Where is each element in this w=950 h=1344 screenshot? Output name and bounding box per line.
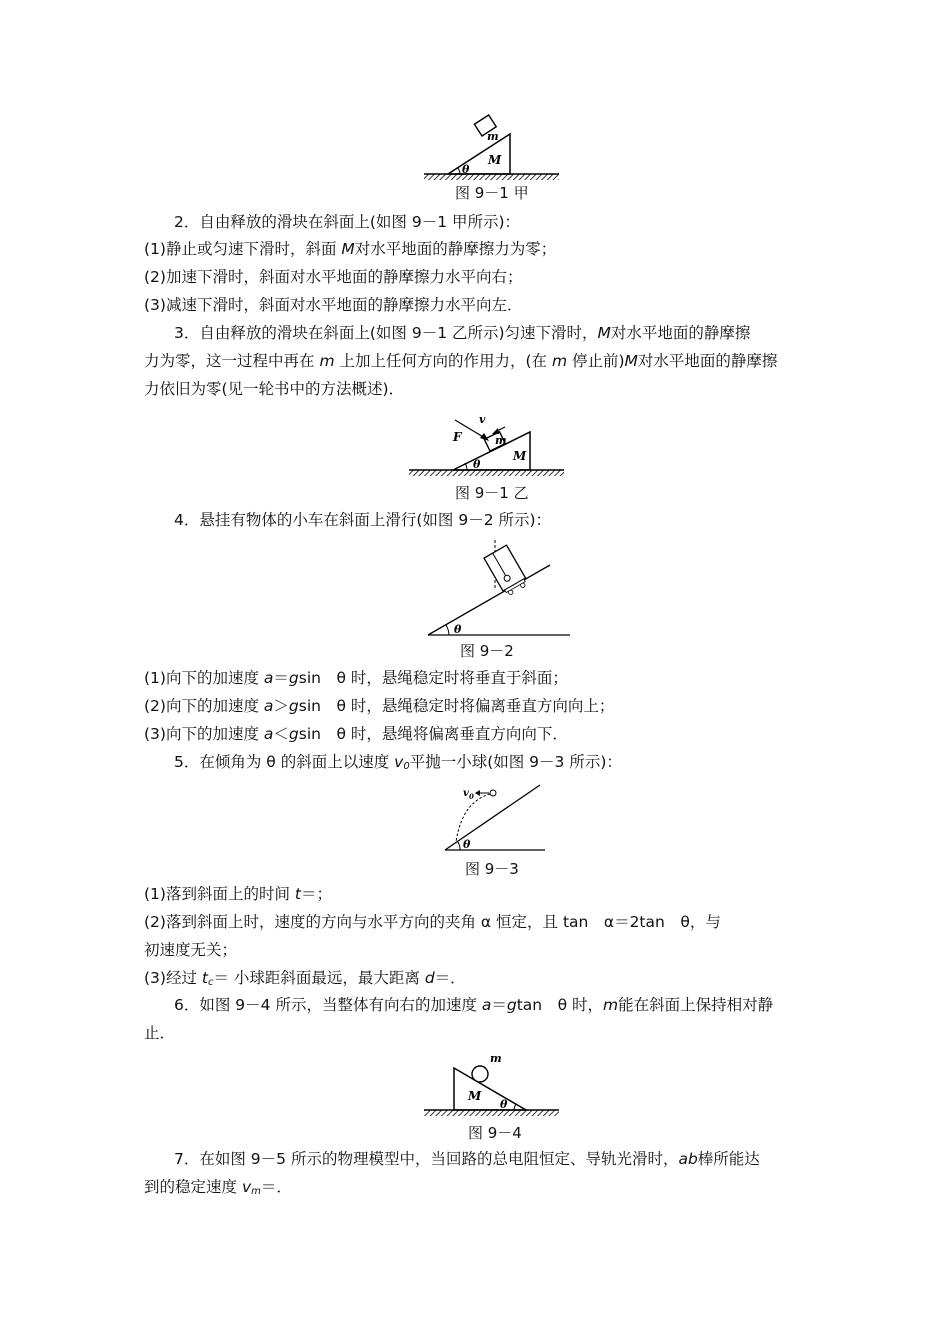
label-m: m <box>487 130 499 143</box>
paragraph-4-case-3: (3)向下的加速度 a＜gsin θ 时，悬绳将偏离垂直方向向下． <box>144 725 568 743</box>
paragraph-2-heading: 2．自由释放的滑块在斜面上(如图 9－1 甲所示)： <box>174 213 521 231</box>
paragraph-5-case-3: (3)经过 $t_c=$ 小球距斜面最远，最大距离 d＝． <box>144 969 466 988</box>
label-m: m <box>495 434 507 447</box>
label-v0-subscript: 0 <box>469 792 474 801</box>
paragraph-6-line-1: 6．如图 9－4 所示，当整体有向右的加速度 a＝gtan θ 时，m能在斜面上保持相对静 <box>174 996 774 1014</box>
paragraph-5-case-2-cont: 初速度无关； <box>144 941 238 959</box>
paragraph-3-line-2: 力为零，这一过程中再在 m 上加上任何方向的作用力，(在 m 停止前)M对水平地面的静摩擦 <box>144 352 778 370</box>
figure-9-3-drawing <box>440 780 550 855</box>
paragraph-4-heading: 4．悬挂有物体的小车在斜面上滑行(如图 9－2 所示)： <box>174 511 552 529</box>
label-theta: θ <box>454 623 462 636</box>
paragraph-3-line-3: 力依旧为零(见一轮书中的方法概述)． <box>144 380 405 398</box>
paragraph-4-case-2: (2)向下的加速度 a＞gsin θ 时，悬绳稳定时将偏离垂直方向向上； <box>144 697 615 715</box>
figure-9-2-drawing <box>425 535 575 640</box>
figure-caption: 图 9－3 <box>465 860 519 878</box>
figure-caption: 图 9－1 乙 <box>455 484 529 502</box>
label-M: M <box>468 1089 482 1103</box>
figure-9-1a-drawing <box>420 120 565 185</box>
label-m: m <box>490 1052 502 1065</box>
paragraph-2-line-1: (1)静止或匀速下滑时，斜面 M对水平地面的静摩擦力为零； <box>144 240 557 258</box>
label-theta: θ <box>500 1098 508 1111</box>
figure-9-4 <box>420 1052 565 1144</box>
paragraph-5-case-1: (1)落到斜面上的时间 t＝； <box>144 885 332 903</box>
paragraph-7-line-1: 7．在如图 9－5 所示的物理模型中，当回路的总电阻恒定、导轨光滑时，ab棒所能达 <box>174 1150 760 1168</box>
paragraph-7-line-2: 到的稳定速度 $v_m=$． <box>144 1178 292 1197</box>
figure-caption: 图 9－4 <box>468 1124 522 1142</box>
label-v: v <box>479 413 486 426</box>
figure-9-1b <box>405 410 570 502</box>
paragraph-5-case-2: (2)落到斜面上时，速度的方向与水平方向的夹角 α 恒定，且 tan α＝2tan θ，与 <box>144 913 721 931</box>
paragraph-3-line-1: 3．自由释放的滑块在斜面上(如图 9－1 乙所示)匀速下滑时，M对水平地面的静摩擦 <box>174 324 751 342</box>
label-M: M <box>513 449 527 463</box>
label-F: F <box>453 430 462 444</box>
label-theta: θ <box>473 458 481 471</box>
figure-caption: 图 9－2 <box>460 642 514 660</box>
paragraph-2-line-2: (2)加速下滑时，斜面对水平地面的静摩擦力水平向右； <box>144 268 523 286</box>
label-theta: θ <box>463 838 471 851</box>
figure-9-4-drawing <box>420 1052 565 1122</box>
figure-9-3 <box>440 780 550 880</box>
label-M: M <box>488 153 502 167</box>
paragraph-4-case-1: (1)向下的加速度 a＝gsin θ 时，悬绳稳定时将垂直于斜面； <box>144 669 568 687</box>
figure-9-2 <box>425 535 575 660</box>
paragraph-2-line-3: (3)减速下滑时，斜面对水平地面的静摩擦力水平向左． <box>144 296 523 314</box>
label-v0: v <box>463 788 469 799</box>
figure-9-1a <box>420 120 565 200</box>
label-theta: θ <box>462 163 470 176</box>
paragraph-5-heading: 5．在倾角为 θ 的斜面上以速度 $v_0$平抛一小球(如图 9－3 所示)： <box>174 753 622 772</box>
figure-9-1b-drawing <box>405 410 570 485</box>
figure-caption: 图 9－1 甲 <box>455 184 529 202</box>
paragraph-6-line-2: 止． <box>144 1024 176 1042</box>
